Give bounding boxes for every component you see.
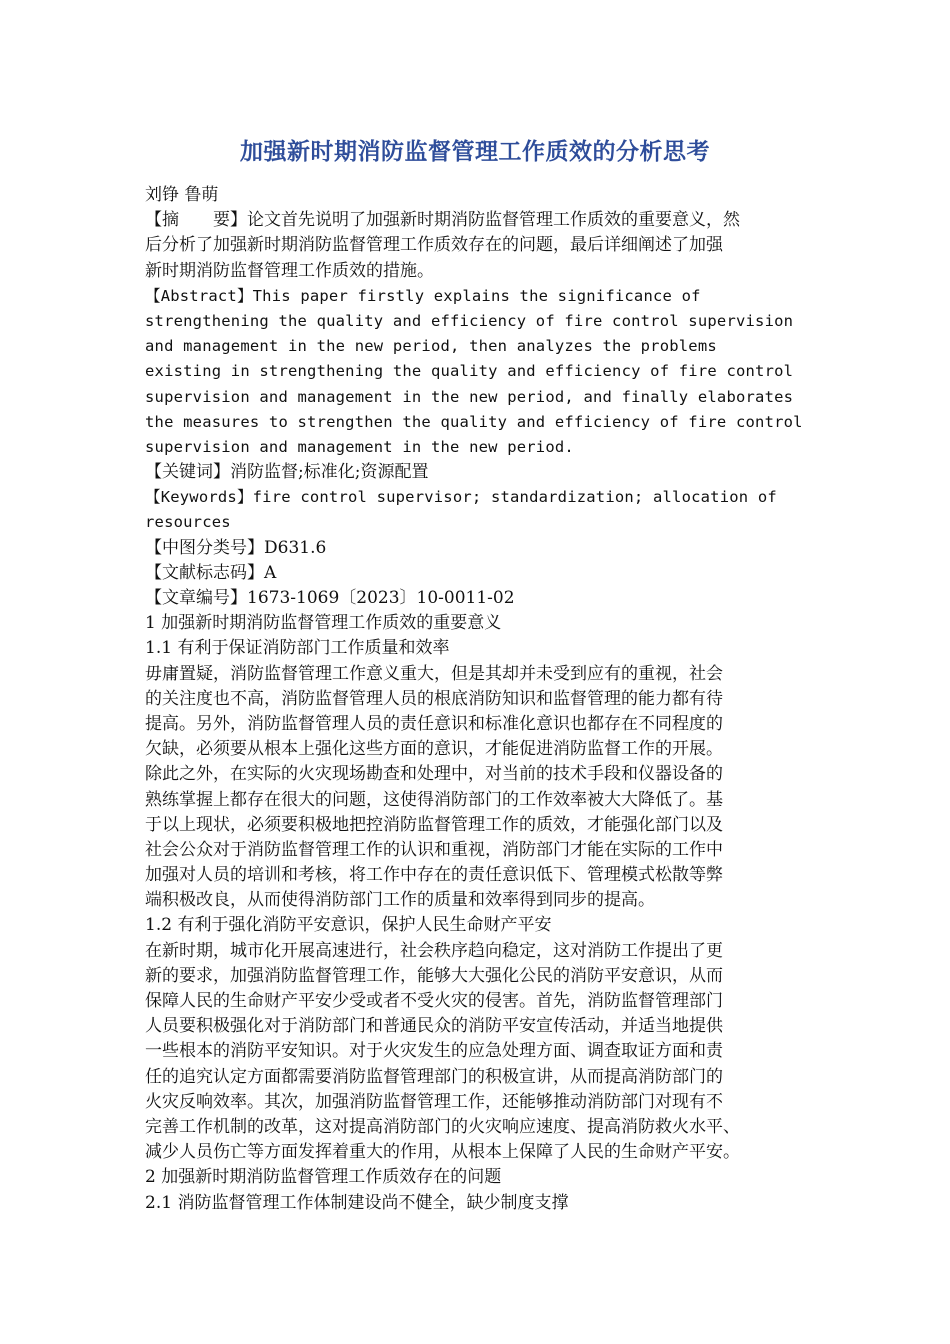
abstract-en-line: 【Abstract】This paper firstly explains the significance of <box>145 286 701 305</box>
abstract-en-line: supervision and management in the new period. <box>145 437 574 456</box>
abstract-en <box>145 284 810 460</box>
section-1-2-heading: 1.2 有利于强化消防平安意识，保护人民生命财产平安 <box>145 915 552 936</box>
paper-title: 加强新时期消防监督管理工作质效的分析思考 <box>240 139 710 165</box>
abstract-cn-line: 【摘 要】论文首先说明了加强新时期消防监督管理工作质效的重要意义，然 <box>145 210 740 231</box>
body-line: 社会公众对于消防监督管理工作的认识和重视，消防部门才能在实际的工作中 <box>145 839 723 860</box>
section-1-1-heading: 1.1 有利于保证消防部门工作质量和效率 <box>145 638 450 659</box>
abstract-en-line: supervision and management in the new period, and finally elaborates <box>145 387 794 406</box>
abstract-cn-line: 新时期消防监督管理工作质效的措施。 <box>145 260 434 281</box>
article-number: 【文章编号】1673-1069〔2023〕10-0011-02 <box>145 588 515 608</box>
body-line: 减少人员伤亡等方面发挥着重大的作用，从根本上保障了人民的生命财产平安。 <box>145 1142 740 1163</box>
body-line: 欠缺，必须要从根本上强化这些方面的意识，才能促进消防监督工作的开展。 <box>145 739 723 760</box>
abstract-en-line: strengthening the quality and efficiency of fire control supervision <box>145 311 794 330</box>
authors: 刘铮 鲁萌 <box>145 185 219 205</box>
body-line: 一些根本的消防平安知识。对于火灾发生的应急处理方面、调查取证方面和责 <box>145 1041 723 1062</box>
keywords-cn: 【关键词】消防监督;标准化;资源配置 <box>145 462 429 483</box>
body-line: 人员要积极强化对于消防部门和普通民众的消防平安宣传活动，并适当地提供 <box>145 1016 723 1037</box>
body-line: 完善工作机制的改革，这对提高消防部门的火灾响应速度、提高消防救火水平、 <box>145 1116 740 1137</box>
clc-number: 【中图分类号】D631.6 <box>145 537 327 558</box>
keywords-en-line: 【Keywords】fire control supervisor; standardization; allocation of <box>145 488 777 507</box>
section-2-heading: 2 加强新时期消防监督管理工作质效存在的问题 <box>145 1167 502 1188</box>
keywords-en <box>145 485 810 535</box>
abstract-en-line: existing in strengthening the quality and efficiency of fire control <box>145 362 794 381</box>
body-line: 火灾反响效率。其次，加强消防监督管理工作，还能够推动消防部门对现有不 <box>145 1091 723 1112</box>
document-code: 【文献标志码】A <box>145 562 277 583</box>
body-line: 在新时期，城市化开展高速进行，社会秩序趋向稳定，这对消防工作提出了更 <box>145 940 723 961</box>
body-line: 提高。另外，消防监督管理人员的责任意识和标准化意识也都存在不同程度的 <box>145 713 723 734</box>
abstract-en-line: and management in the new period, then analyzes the problems <box>145 337 717 356</box>
abstract-en-line: the measures to strengthen the quality and efficiency of fire control <box>145 412 803 431</box>
section-1-heading: 1 加强新时期消防监督管理工作质效的重要意义 <box>145 613 502 634</box>
keywords-en-line: resources <box>145 513 231 532</box>
body-line: 新的要求，加强消防监督管理工作，能够大大强化公民的消防平安意识，从而 <box>145 965 723 986</box>
body-line: 加强对人员的培训和考核，将工作中存在的责任意识低下、管理模式松散等弊 <box>145 865 723 886</box>
body-line: 端积极改良，从而使得消防部门工作的质量和效率得到同步的提高。 <box>145 890 655 911</box>
body-line: 于以上现状，必须要积极地把控消防监督管理工作的质效，才能强化部门以及 <box>145 814 723 835</box>
body-line: 任的追究认定方面都需要消防监督管理部门的积极宣讲，从而提高消防部门的 <box>145 1066 723 1087</box>
body-line: 保障人民的生命财产平安少受或者不受火灾的侵害。首先，消防监督管理部门 <box>145 991 723 1011</box>
body-line: 毋庸置疑，消防监督管理工作意义重大，但是其却并未受到应有的重视，社会 <box>145 663 723 684</box>
body-line: 熟练掌握上都存在很大的问题，这使得消防部门的工作效率被大大降低了。基 <box>145 789 723 810</box>
paper-body <box>145 183 810 1216</box>
abstract-cn-line: 后分析了加强新时期消防监督管理工作质效存在的问题，最后详细阐述了加强 <box>145 235 723 256</box>
abstract-cn <box>145 208 810 284</box>
body-line: 的关注度也不高，消防监督管理人员的根底消防知识和监督管理的能力都有待 <box>145 688 723 709</box>
section-1-1-body <box>145 662 810 914</box>
section-2-1-heading: 2.1 消防监督管理工作体制建设尚不健全，缺少制度支撑 <box>145 1192 569 1213</box>
section-1-2-body <box>145 939 810 1166</box>
body-line: 除此之外，在实际的火灾现场勘查和处理中，对当前的技术手段和仪器设备的 <box>145 764 723 785</box>
